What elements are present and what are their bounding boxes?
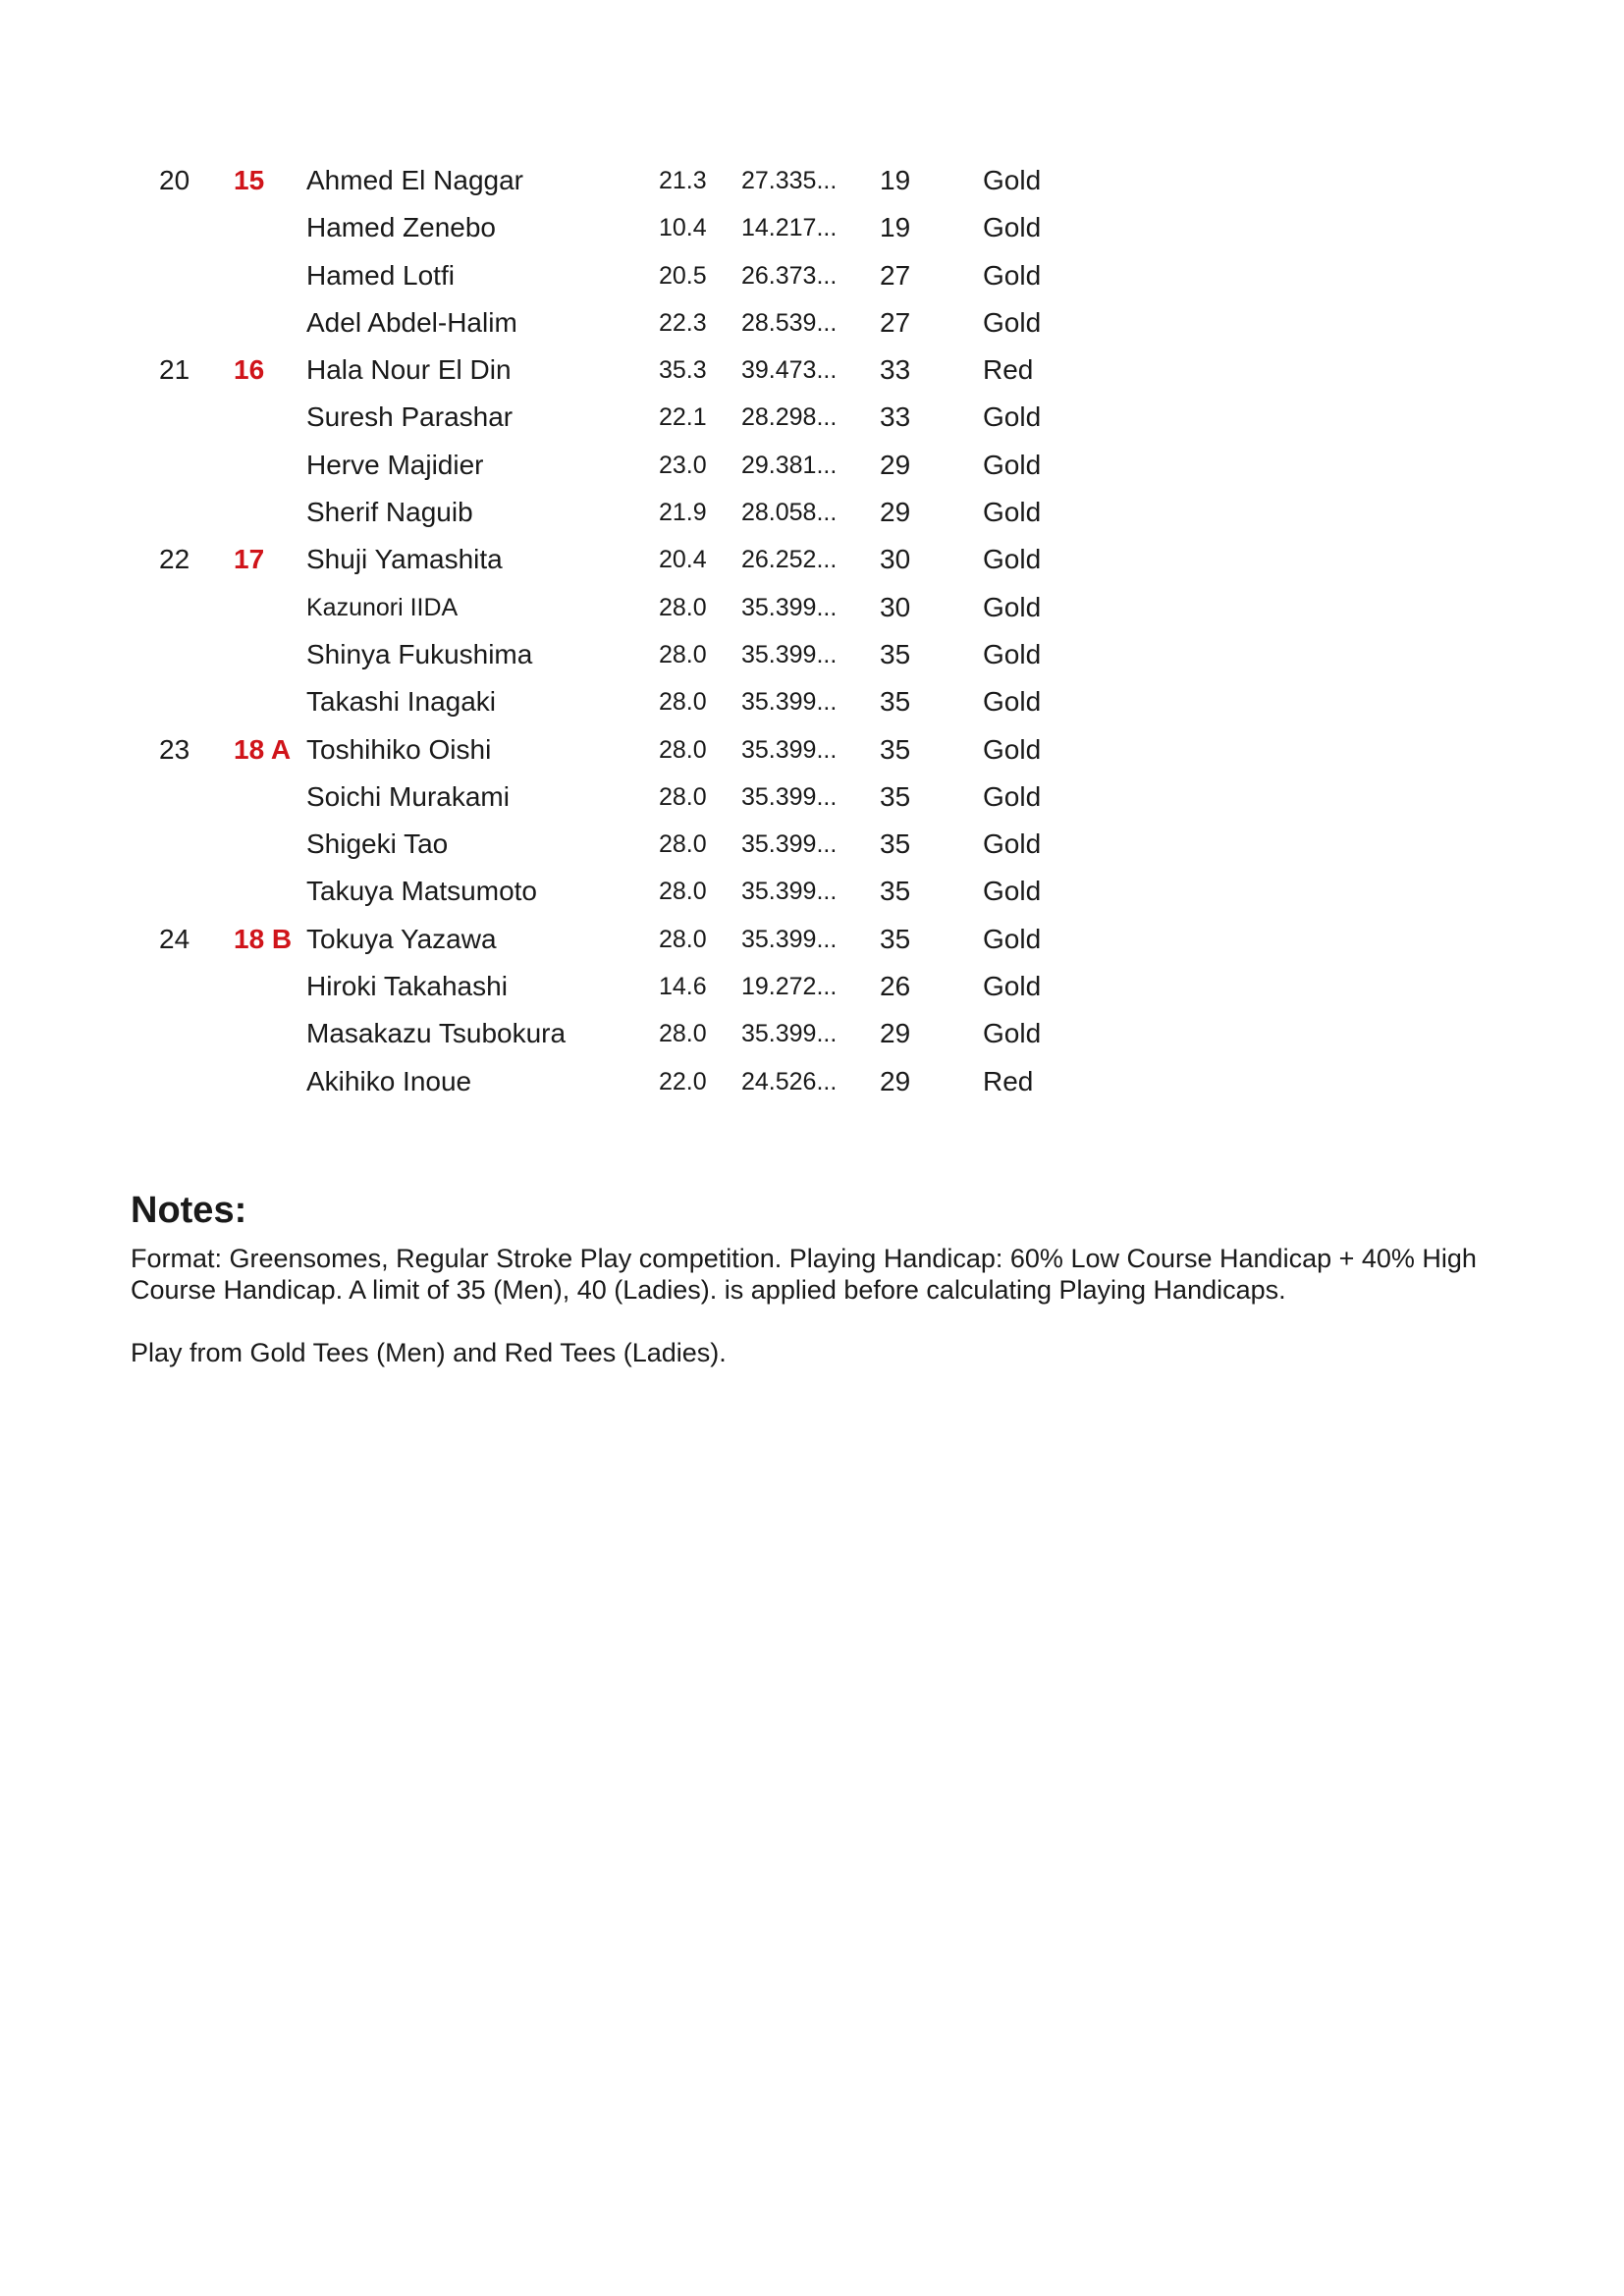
playing-handicap: 19 xyxy=(880,165,911,195)
handicap-index: 10.4 xyxy=(659,214,707,242)
player-row xyxy=(0,821,1624,868)
player-name: Hamed Zenebo xyxy=(306,212,497,243)
playing-handicap: 27 xyxy=(880,259,911,291)
course-handicap: 35.399... xyxy=(741,830,838,859)
handicap-index: 20.5 xyxy=(659,261,707,290)
player-row xyxy=(0,204,1624,251)
group-block xyxy=(0,536,1624,725)
player-name: Kazunori IIDA xyxy=(306,593,459,621)
playing-handicap: 30 xyxy=(880,544,911,575)
player-name: Takashi Inagaki xyxy=(306,686,497,718)
player-name: Masakazu Tsubokura xyxy=(306,1018,567,1049)
course-handicap: 26.373... xyxy=(741,261,838,290)
tee-color: Gold xyxy=(983,780,1042,812)
tee-number: 17 xyxy=(234,544,265,575)
player-name: Tokuya Yazawa xyxy=(306,923,497,954)
player-row xyxy=(0,774,1624,821)
tee-color: Gold xyxy=(983,828,1042,860)
tee-color: Gold xyxy=(983,686,1042,718)
playing-handicap: 29 xyxy=(880,1018,911,1049)
playing-handicap: 33 xyxy=(880,401,911,433)
playing-handicap: 29 xyxy=(880,497,911,528)
player-row xyxy=(0,536,1624,583)
handicap-index: 14.6 xyxy=(659,973,707,1001)
player-name: Hamed Lotfi xyxy=(306,259,455,291)
player-row xyxy=(0,726,1624,774)
tee-color: Gold xyxy=(983,212,1042,243)
handicap-index: 28.0 xyxy=(659,735,707,764)
match-number: 20 xyxy=(159,165,190,195)
playing-handicap: 27 xyxy=(880,306,911,338)
handicap-index: 28.0 xyxy=(659,1020,707,1048)
handicap-index: 21.3 xyxy=(659,167,707,194)
tee-color: Gold xyxy=(983,638,1042,669)
player-row xyxy=(0,868,1624,915)
tee-number: 16 xyxy=(234,354,265,386)
playing-handicap: 35 xyxy=(880,733,911,765)
player-row xyxy=(0,916,1624,963)
player-row xyxy=(0,442,1624,489)
handicap-index: 28.0 xyxy=(659,878,707,906)
handicap-index: 35.3 xyxy=(659,356,707,385)
notes-section xyxy=(131,1188,1505,1400)
player-row xyxy=(0,631,1624,678)
playing-handicap: 30 xyxy=(880,591,911,622)
tee-number: 18 B xyxy=(234,923,293,954)
notes-heading: Notes: xyxy=(131,1190,247,1231)
match-number: 24 xyxy=(159,923,190,954)
player-name: Hiroki Takahashi xyxy=(306,971,508,1002)
player-name: Takuya Matsumoto xyxy=(306,876,537,907)
match-number: 21 xyxy=(159,354,190,386)
handicap-index: 28.0 xyxy=(659,830,707,859)
player-row xyxy=(0,584,1624,631)
course-handicap: 39.473... xyxy=(741,356,838,385)
tee-color: Gold xyxy=(983,733,1042,765)
handicap-index: 28.0 xyxy=(659,640,707,668)
course-handicap: 29.381... xyxy=(741,451,838,479)
tee-color: Gold xyxy=(983,544,1042,575)
course-handicap: 14.217... xyxy=(741,214,838,242)
handicap-index: 22.3 xyxy=(659,308,707,337)
handicap-index: 28.0 xyxy=(659,782,707,811)
match-number: 23 xyxy=(159,733,190,765)
course-handicap: 27.335... xyxy=(741,167,838,194)
player-name: Herve Majidier xyxy=(306,449,484,480)
group-block xyxy=(0,157,1624,347)
playing-handicap: 35 xyxy=(880,638,911,669)
player-name: Shigeki Tao xyxy=(306,828,449,860)
draw-table xyxy=(0,157,1624,1105)
player-name: Akihiko Inoue xyxy=(306,1065,472,1096)
course-handicap: 35.399... xyxy=(741,782,838,811)
player-row xyxy=(0,489,1624,536)
playing-handicap: 29 xyxy=(880,1065,911,1096)
group-block xyxy=(0,726,1624,916)
course-handicap: 28.539... xyxy=(741,308,838,337)
tee-color: Gold xyxy=(983,971,1042,1002)
tee-color: Gold xyxy=(983,306,1042,338)
tee-color: Gold xyxy=(983,259,1042,291)
course-handicap: 35.399... xyxy=(741,1020,838,1048)
notes-format-text: Format: Greensomes, Regular Stroke Play competition. Playing Handicap: 60% Low Course Handicap + 40% High Course Handicap. A limit of 35 (Men), 40 (Ladies). is applied before calculating Playing Handicaps. xyxy=(131,1244,1477,1305)
match-number: 22 xyxy=(159,544,190,575)
handicap-index: 23.0 xyxy=(659,451,707,479)
handicap-index: 20.4 xyxy=(659,546,707,574)
handicap-index: 21.9 xyxy=(659,499,707,527)
playing-handicap: 35 xyxy=(880,828,911,860)
player-name: Shinya Fukushima xyxy=(306,638,533,669)
player-name: Suresh Parashar xyxy=(306,401,514,433)
player-name: Adel Abdel-Halim xyxy=(306,306,517,338)
group-block xyxy=(0,916,1624,1105)
course-handicap: 35.399... xyxy=(741,593,838,621)
tee-number: 18 A xyxy=(234,733,292,765)
player-name: Soichi Murakami xyxy=(306,780,510,812)
course-handicap: 35.399... xyxy=(741,688,838,717)
course-handicap: 35.399... xyxy=(741,640,838,668)
handicap-index: 28.0 xyxy=(659,593,707,621)
playing-handicap: 35 xyxy=(880,686,911,718)
tee-color: Gold xyxy=(983,497,1042,528)
course-handicap: 28.298... xyxy=(741,403,838,432)
tee-color: Gold xyxy=(983,401,1042,433)
course-handicap: 19.272... xyxy=(741,973,838,1001)
handicap-index: 28.0 xyxy=(659,688,707,717)
tee-color: Gold xyxy=(983,591,1042,622)
playing-handicap: 35 xyxy=(880,876,911,907)
playing-handicap: 35 xyxy=(880,780,911,812)
player-row xyxy=(0,1010,1624,1057)
player-row xyxy=(0,299,1624,347)
player-name: Toshihiko Oishi xyxy=(306,733,492,765)
handicap-index: 22.1 xyxy=(659,403,707,432)
player-name: Sherif Naguib xyxy=(306,497,473,528)
handicap-index: 22.0 xyxy=(659,1067,707,1095)
playing-handicap: 26 xyxy=(880,971,911,1002)
playing-handicap: 35 xyxy=(880,923,911,954)
tee-color: Gold xyxy=(983,1018,1042,1049)
tee-color: Red xyxy=(983,1065,1034,1096)
course-handicap: 28.058... xyxy=(741,499,838,527)
course-handicap: 35.399... xyxy=(741,925,838,953)
player-row xyxy=(0,347,1624,394)
course-handicap: 26.252... xyxy=(741,546,838,574)
tee-color: Red xyxy=(983,354,1034,386)
playing-handicap: 19 xyxy=(880,212,911,243)
player-row xyxy=(0,1058,1624,1105)
player-name: Shuji Yamashita xyxy=(306,544,503,575)
playing-handicap: 29 xyxy=(880,449,911,480)
course-handicap: 24.526... xyxy=(741,1067,838,1095)
group-block xyxy=(0,347,1624,536)
playing-handicap: 33 xyxy=(880,354,911,386)
tee-color: Gold xyxy=(983,165,1042,195)
player-row xyxy=(0,157,1624,204)
player-row xyxy=(0,252,1624,299)
player-row xyxy=(0,394,1624,441)
player-name: Ahmed El Naggar xyxy=(306,165,524,195)
handicap-index: 28.0 xyxy=(659,925,707,953)
notes-tees-text: Play from Gold Tees (Men) and Red Tees (Ladies). xyxy=(131,1338,727,1367)
player-row xyxy=(0,678,1624,725)
player-row xyxy=(0,963,1624,1010)
player-name: Hala Nour El Din xyxy=(306,354,512,386)
tee-color: Gold xyxy=(983,876,1042,907)
course-handicap: 35.399... xyxy=(741,878,838,906)
course-handicap: 35.399... xyxy=(741,735,838,764)
tee-number: 15 xyxy=(234,165,265,195)
tee-color: Gold xyxy=(983,923,1042,954)
tee-color: Gold xyxy=(983,449,1042,480)
